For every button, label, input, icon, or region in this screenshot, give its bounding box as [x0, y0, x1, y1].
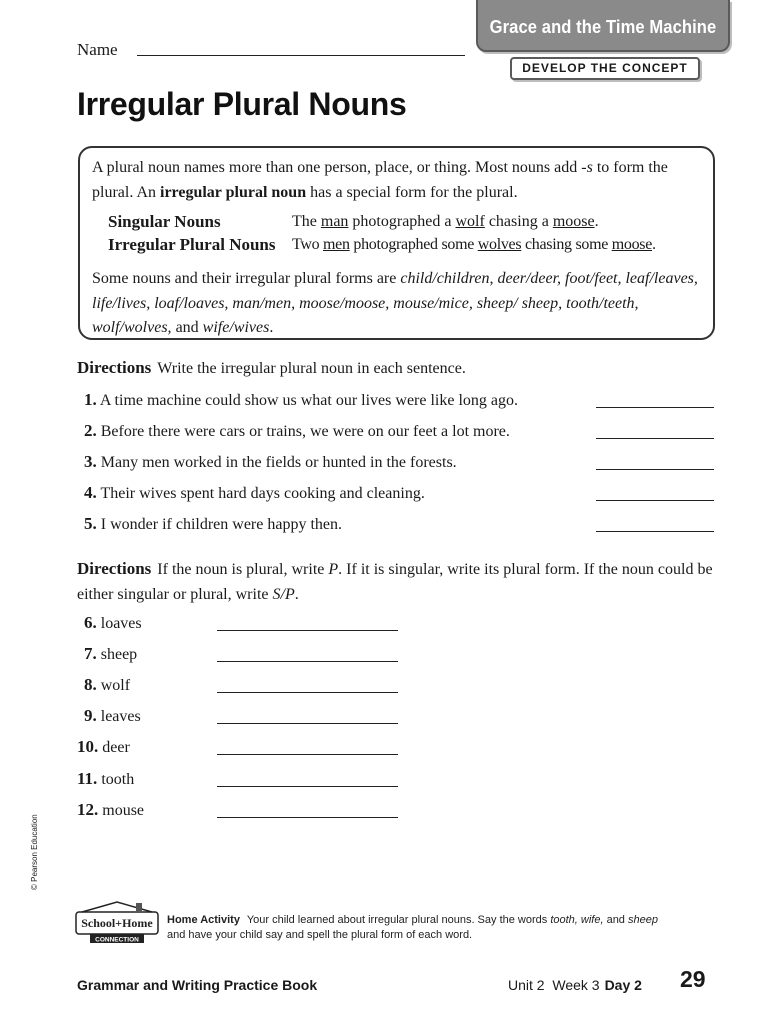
- answer-blank[interactable]: [596, 531, 714, 532]
- rule-paragraph-1: A plural noun names more than one person, place, or thing. Most nouns add -s to form the plural. An irregular plural noun has a special form for the plural.: [92, 159, 668, 201]
- plural-nouns-label: Irregular Plural Nouns: [108, 235, 276, 254]
- rule-paragraph-2: Some nouns and their irregular plural forms are child/children, deer/deer, foot/feet, leaf/leaves, life/lives, loaf/loaves, man/men, moose/moose, mouse/mice, sheep/ sheep, tooth/teeth, wolf/wolves, and wife/wives.: [92, 270, 698, 336]
- answer-blank[interactable]: [596, 500, 714, 501]
- item-word: wolf: [100, 677, 131, 694]
- page-title: Irregular Plural Nouns: [77, 86, 407, 122]
- answer-blank[interactable]: [217, 754, 398, 755]
- directions-1: Directions Write the irregular plural noun in each sentence.: [77, 358, 466, 377]
- exercise-item: [84, 514, 342, 534]
- exercise-item: [84, 452, 457, 472]
- name-label: Name: [77, 40, 118, 59]
- story-title: Grace and the Time Machine: [489, 17, 717, 37]
- item-word: loaves: [100, 615, 142, 632]
- exercise-item: [84, 613, 142, 633]
- item-number: 2.: [84, 421, 97, 440]
- exercise-item: [77, 800, 144, 820]
- exercise-item: [84, 421, 510, 441]
- answer-blank[interactable]: [217, 692, 398, 693]
- answer-blank[interactable]: [217, 661, 398, 662]
- item-sentence: A time machine could show us what our lives were like long ago.: [99, 392, 519, 409]
- item-number: 1.: [84, 390, 97, 409]
- develop-concept-label: DEVELOP THE CONCEPT: [510, 57, 700, 80]
- exercise-item: [84, 706, 141, 726]
- home-activity: Home Activity Your child learned about irregular plural nouns. Say the words tooth, wife, and sheep and have your child say and spell the plural form of each word.: [167, 914, 658, 941]
- item-sentence: I wonder if children were happy then.: [100, 516, 342, 533]
- copyright-notice: © Pearson Education: [30, 814, 39, 890]
- item-number: 7.: [84, 644, 97, 663]
- item-word: leaves: [100, 708, 141, 725]
- plural-example: Two men photographed some wolves chasing some moose.: [292, 236, 656, 253]
- item-number: 6.: [84, 613, 97, 632]
- answer-blank[interactable]: [217, 817, 398, 818]
- exercise-item: [77, 769, 134, 789]
- directions-2: Directions If the noun is plural, write P. If it is singular, write its plural form. If the noun could be either singular or plural, write S/P.: [77, 559, 713, 603]
- item-number: 10.: [77, 737, 99, 756]
- exercise-item: [84, 675, 130, 695]
- answer-blank[interactable]: [217, 630, 398, 631]
- item-word: tooth: [101, 771, 135, 788]
- unit-week-day: Unit 2 Week 3 Day 2: [508, 977, 642, 993]
- logo-bottom-text: CONNECTION: [95, 936, 139, 944]
- item-sentence: Before there were cars or trains, we were on our feet a lot more.: [100, 423, 510, 440]
- item-word: sheep: [100, 646, 138, 663]
- item-number: 5.: [84, 514, 97, 533]
- answer-blank[interactable]: [217, 723, 398, 724]
- item-number: 8.: [84, 675, 97, 694]
- item-word: deer: [102, 739, 130, 756]
- answer-blank[interactable]: [596, 469, 714, 470]
- item-number: 11.: [77, 769, 98, 788]
- item-sentence: Their wives spent hard days cooking and cleaning.: [100, 485, 425, 502]
- name-input-line[interactable]: [137, 55, 465, 56]
- item-number: 3.: [84, 452, 97, 471]
- item-number: 4.: [84, 483, 97, 502]
- answer-blank[interactable]: [596, 407, 714, 408]
- school-home-connection-logo: [74, 900, 160, 948]
- exercise-item: [77, 737, 130, 757]
- story-title-tab: [476, 0, 730, 52]
- answer-blank[interactable]: [596, 438, 714, 439]
- page-number: 29: [680, 966, 706, 992]
- exercise-item: [84, 483, 425, 503]
- item-number: 9.: [84, 706, 97, 725]
- item-sentence: Many men worked in the fields or hunted in the forests.: [100, 454, 457, 471]
- exercise-item: [84, 390, 518, 410]
- exercise-item: [84, 644, 137, 664]
- logo-top-text: School+Home: [81, 916, 153, 930]
- book-title: Grammar and Writing Practice Book: [77, 977, 318, 993]
- singular-nouns-label: Singular Nouns: [108, 212, 221, 231]
- singular-example: The man photographed a wolf chasing a moose.: [292, 213, 599, 230]
- item-number: 12.: [77, 800, 99, 819]
- answer-blank[interactable]: [217, 786, 398, 787]
- item-word: mouse: [102, 802, 145, 819]
